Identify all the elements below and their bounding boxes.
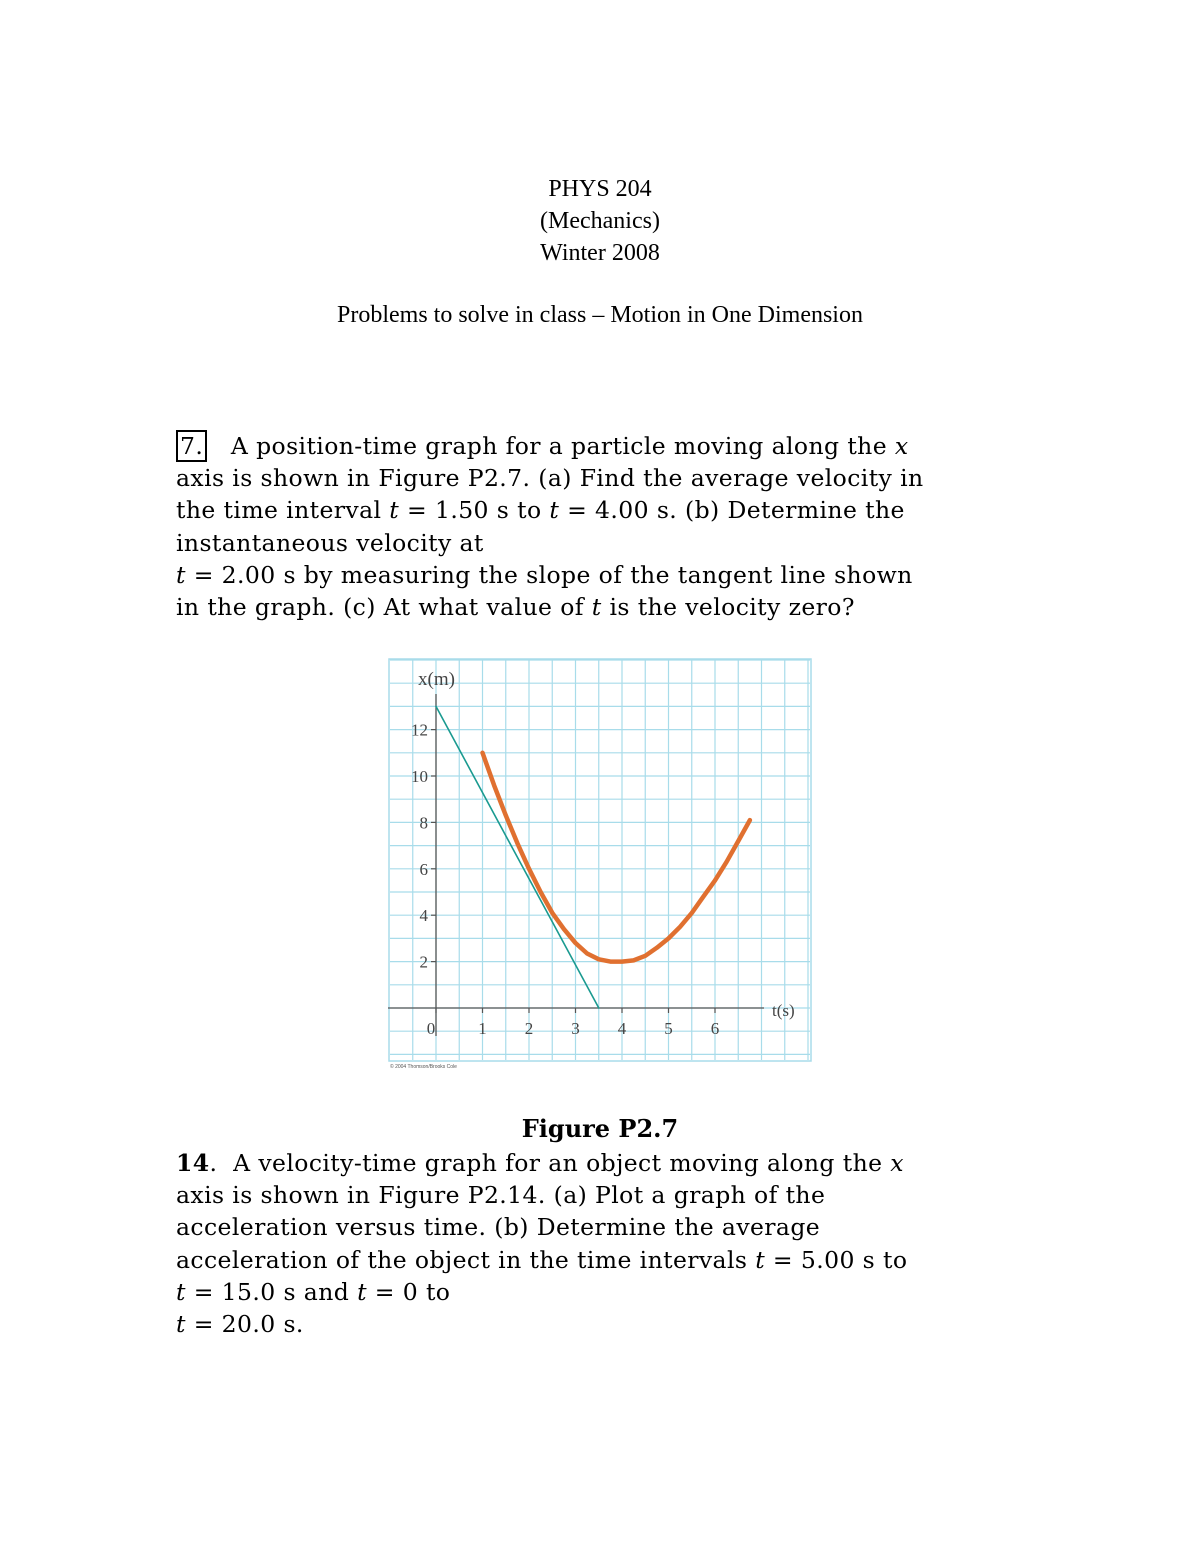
x-tick-label: 4 bbox=[617, 1019, 627, 1038]
problem-7-text: A position-time graph for a particle moving along the bbox=[230, 432, 895, 460]
y-tick-label: 10 bbox=[411, 767, 428, 786]
problem-7-line-6 bbox=[176, 591, 1036, 623]
x-tick-label: 5 bbox=[664, 1019, 673, 1038]
x-tick-label: 0 bbox=[426, 1019, 436, 1038]
position-time-graph bbox=[388, 658, 812, 1074]
problem-14-line-1 bbox=[176, 1147, 1036, 1179]
variable-t: t bbox=[176, 1310, 186, 1339]
y-tick-label: 4 bbox=[419, 906, 428, 926]
text-segment: = 15.0 s and bbox=[185, 1277, 358, 1306]
problem-14-line-4 bbox=[176, 1244, 1036, 1276]
problem-7-line-1 bbox=[176, 430, 1036, 462]
grid-frame bbox=[389, 659, 811, 1061]
x-tick-label: 6 bbox=[710, 1019, 720, 1038]
text-segment: = 1.50 s to bbox=[399, 496, 550, 525]
page-subtitle: Problems to solve in class – Motion in One Dimension bbox=[337, 302, 863, 328]
problem-14-text: A velocity-time graph for an object moving along the bbox=[217, 1149, 891, 1177]
y-tick-label: 8 bbox=[419, 813, 428, 833]
variable-t: t bbox=[389, 496, 400, 525]
variable-x: x bbox=[890, 1149, 904, 1177]
problem-14-line-2: axis is shown in Figure P2.14. (a) Plot a graph of the bbox=[176, 1181, 826, 1210]
variable-t: t bbox=[176, 1277, 186, 1306]
text-segment: acceleration of the object in the time intervals bbox=[176, 1245, 756, 1274]
problem-14-line-6 bbox=[176, 1308, 1036, 1340]
variable-x: x bbox=[894, 432, 909, 460]
figure-caption: Figure P2.7 bbox=[521, 1114, 679, 1143]
problem-7-number: 7. bbox=[176, 430, 207, 462]
tangent-line bbox=[436, 706, 599, 1008]
text-segment: . bbox=[209, 1149, 218, 1177]
y-tick-label: 2 bbox=[419, 952, 428, 972]
text-segment: in the graph. (c) At what value of bbox=[176, 593, 592, 622]
variable-t: t bbox=[755, 1245, 766, 1274]
variable-t: t bbox=[176, 560, 186, 589]
variable-t: t bbox=[591, 593, 602, 622]
text-segment: is the velocity zero? bbox=[601, 593, 855, 622]
problem-14 bbox=[176, 1147, 1036, 1340]
course-title: PHYS 204 bbox=[548, 176, 652, 202]
problem-14-line-5 bbox=[176, 1276, 1036, 1308]
text-segment: the time interval bbox=[176, 496, 390, 525]
position-curve bbox=[483, 753, 750, 962]
text-segment: = 4.00 s. (b) Determine the bbox=[559, 496, 905, 525]
course-subject: (Mechanics) bbox=[540, 208, 660, 234]
problem-7-line-5 bbox=[176, 559, 1036, 591]
figure-credit: © 2004 Thomson/Brooks Cole bbox=[390, 1064, 457, 1070]
problem-7-line-2: axis is shown in Figure P2.7. (a) Find the average velocity in bbox=[176, 464, 924, 493]
problem-7-line-4: instantaneous velocity at bbox=[176, 528, 484, 557]
problem-14-line-3: acceleration versus time. (b) Determine the average bbox=[176, 1213, 821, 1242]
x-axis-label: t(s) bbox=[772, 1001, 795, 1020]
variable-t: t bbox=[357, 1277, 367, 1306]
text-segment: = 20.0 s. bbox=[185, 1310, 304, 1339]
y-tick-label: 6 bbox=[419, 859, 428, 879]
problem-7-line-3 bbox=[176, 494, 1036, 526]
text-segment: = 5.00 s to bbox=[765, 1245, 908, 1274]
x-tick-label: 3 bbox=[571, 1019, 580, 1038]
variable-t: t bbox=[549, 496, 560, 525]
y-tick-label: 12 bbox=[411, 720, 428, 740]
problem-14-number: 14 bbox=[176, 1149, 210, 1177]
problem-7 bbox=[176, 430, 1036, 623]
course-term: Winter 2008 bbox=[540, 240, 660, 266]
x-tick-label: 2 bbox=[524, 1019, 534, 1038]
text-segment: = 2.00 s by measuring the slope of the tangent line shown bbox=[185, 560, 913, 589]
y-axis-label: x(m) bbox=[418, 669, 455, 690]
x-tick-label: 1 bbox=[478, 1019, 487, 1038]
text-segment: = 0 to bbox=[366, 1277, 451, 1306]
